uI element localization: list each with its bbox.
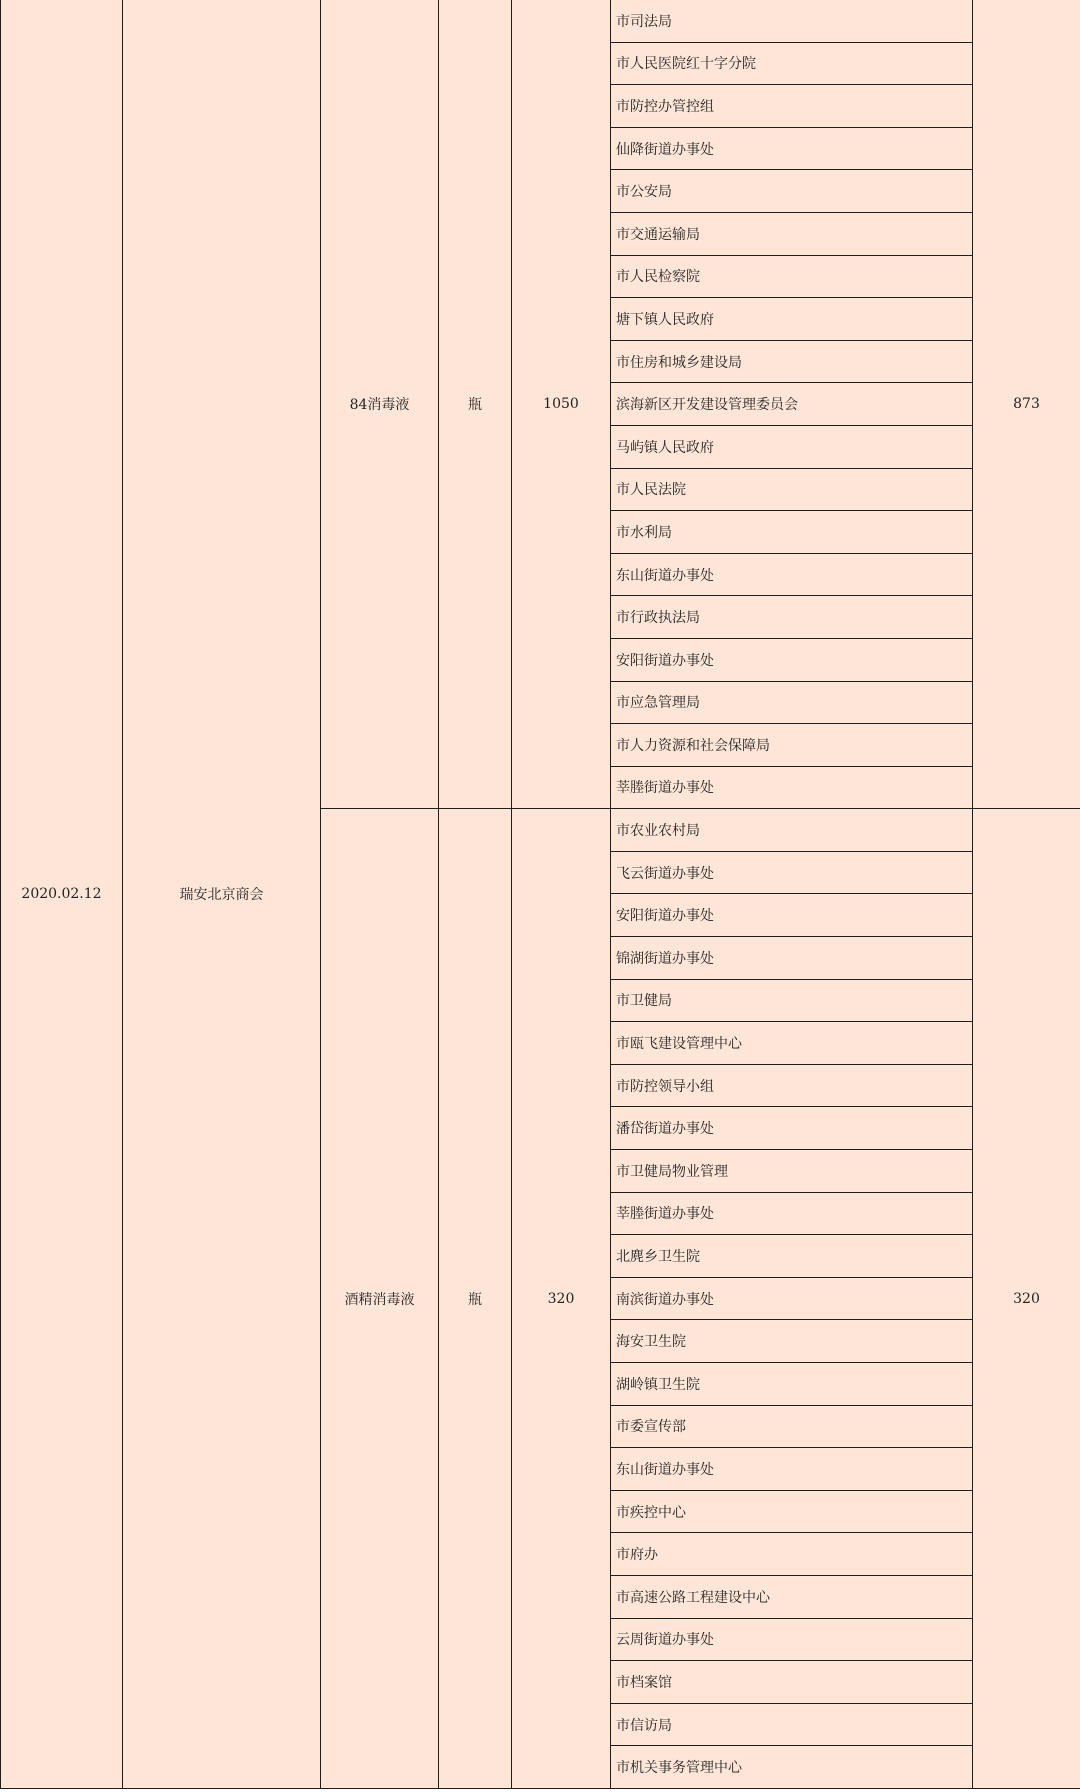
recipient-cell: 市人民医院红十字分院 [611,42,973,85]
recipient-cell: 市委宣传部 [611,1405,973,1448]
item-name-cell: 84消毒液 [321,0,439,809]
table-row [1,0,1080,42]
recipient-cell: 滨海新区开发建设管理委员会 [611,383,973,426]
recipient-cell: 市公安局 [611,170,973,213]
recipient-cell: 潘岱街道办事处 [611,1107,973,1150]
date-cell: 2020.02.12 [1,0,123,1788]
donor-cell: 瑞安北京商会 [123,0,321,1788]
unit-cell: 瓶 [439,0,512,809]
recipient-cell: 市行政执法局 [611,596,973,639]
recipient-cell: 莘塍街道办事处 [611,1192,973,1235]
recipient-cell: 市卫健局物业管理 [611,1150,973,1193]
distributed-cell: 873 [973,0,1080,809]
recipient-cell: 马屿镇人民政府 [611,425,973,468]
unit-cell: 瓶 [439,809,512,1789]
recipient-cell: 塘下镇人民政府 [611,298,973,341]
recipient-cell: 海安卫生院 [611,1320,973,1363]
recipient-cell: 市府办 [611,1533,973,1576]
recipient-cell: 市人民法院 [611,468,973,511]
table-body [1,0,1080,1788]
recipient-cell: 市高速公路工程建设中心 [611,1575,973,1618]
recipient-cell: 仙降街道办事处 [611,127,973,170]
recipient-cell: 市瓯飞建设管理中心 [611,1022,973,1065]
recipient-cell: 市人力资源和社会保障局 [611,724,973,767]
quantity-cell: 320 [512,809,611,1789]
quantity-cell: 1050 [512,0,611,809]
recipient-cell: 南滨街道办事处 [611,1277,973,1320]
recipient-cell: 市防控领导小组 [611,1064,973,1107]
recipient-cell: 市卫健局 [611,979,973,1022]
recipient-cell: 市司法局 [611,0,973,42]
recipient-cell: 云周街道办事处 [611,1618,973,1661]
distributed-cell: 320 [973,809,1080,1789]
recipient-cell: 北麂乡卫生院 [611,1235,973,1278]
recipient-cell: 市防控办管控组 [611,85,973,128]
recipient-cell: 锦湖街道办事处 [611,937,973,980]
recipient-cell: 市住房和城乡建设局 [611,340,973,383]
recipient-cell: 市机关事务管理中心 [611,1746,973,1789]
recipient-cell: 市应急管理局 [611,681,973,724]
recipient-cell: 东山街道办事处 [611,553,973,596]
recipient-cell: 安阳街道办事处 [611,894,973,937]
recipient-cell: 安阳街道办事处 [611,638,973,681]
recipient-cell: 市水利局 [611,511,973,554]
recipient-cell: 市疾控中心 [611,1490,973,1533]
recipient-cell: 市人民检察院 [611,255,973,298]
item-name-cell: 酒精消毒液 [321,809,439,1789]
recipient-cell: 市农业农村局 [611,809,973,852]
recipient-cell: 莘塍街道办事处 [611,766,973,809]
recipient-cell: 市档案馆 [611,1661,973,1704]
recipient-cell: 东山街道办事处 [611,1448,973,1491]
recipient-cell: 市信访局 [611,1703,973,1746]
recipient-cell: 市交通运输局 [611,212,973,255]
recipient-cell: 飞云街道办事处 [611,851,973,894]
recipient-cell: 湖岭镇卫生院 [611,1363,973,1406]
